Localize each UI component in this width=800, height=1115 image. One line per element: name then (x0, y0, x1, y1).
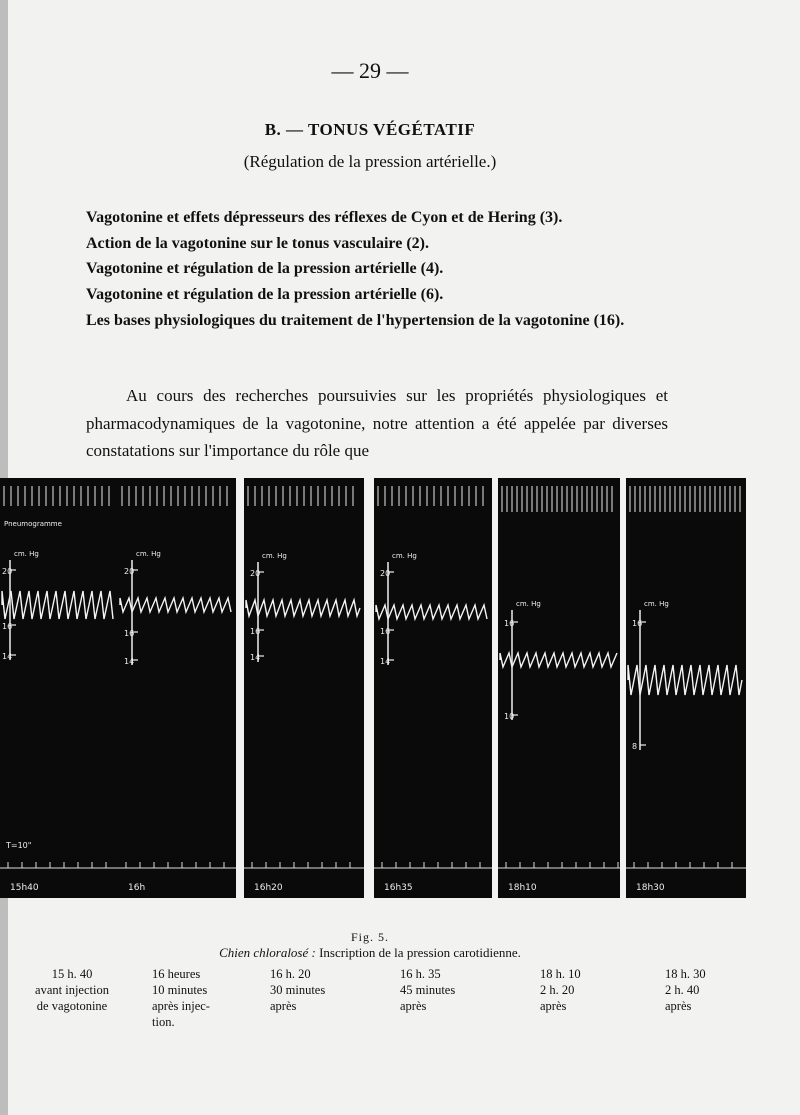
time-marker-trace (498, 862, 620, 868)
pneumogram-label: Pneumogramme (4, 520, 62, 528)
panel-time-label: 16h35 (384, 883, 413, 893)
scale-label: 14 (250, 653, 261, 662)
scale-label: 8 (632, 742, 638, 751)
time-marker-trace (118, 862, 236, 868)
timepoint-line: de vagotonine (36, 999, 108, 1013)
scale-label: 20 (250, 569, 261, 578)
timepoint-line: 2 h. 20 (540, 983, 575, 997)
respiration-trace (248, 486, 353, 506)
time-marker-trace (626, 862, 746, 868)
timepoint-line: avant injection (35, 983, 109, 997)
unit-label: cm. Hg (392, 552, 417, 560)
panel-time-label: 18h10 (508, 883, 537, 893)
unit-label: cm. Hg (136, 550, 161, 558)
figure-caption (0, 945, 740, 961)
scale-label: 14 (380, 657, 391, 666)
pressure-trace (246, 600, 360, 616)
time-interval-label: T=10" (6, 841, 32, 850)
kymograph-trace (0, 478, 118, 898)
section-title: B. — TONUS VÉGÉTATIF (264, 120, 476, 139)
timepoint-column-4 (400, 966, 455, 1014)
time-marker-trace (0, 862, 118, 868)
timepoint-line: 45 minutes (400, 983, 456, 997)
unit-label: cm. Hg (516, 600, 541, 608)
pressure-trace (2, 591, 113, 619)
unit-label: cm. Hg (14, 550, 39, 558)
timepoint-line: 18 h. 30 (665, 967, 706, 981)
unit-label: cm. Hg (644, 600, 669, 608)
figure-panel-5 (498, 478, 620, 898)
timepoint-line: tion. (152, 1015, 175, 1029)
kymograph-trace (118, 478, 236, 898)
scale-label: 10 (504, 712, 515, 721)
timepoint-column-5 (540, 966, 581, 1014)
timepoint-line: 2 h. 40 (665, 983, 700, 997)
timepoint-line: après (540, 999, 567, 1013)
figure-caption-italic: Chien chloralosé : (219, 945, 316, 960)
reference-item: Action de la vagotonine sur le tonus vasculaire (2). (86, 234, 429, 252)
timepoint-line: 16 h. 20 (270, 967, 311, 981)
panel-time-label: 15h40 (10, 883, 39, 893)
panel-time-label: 18h30 (636, 883, 665, 893)
panel-time-label: 16h20 (254, 883, 283, 893)
reference-item: Les bases physiologiques du traitement de l'hypertension de la vagotonine (16). (86, 311, 625, 329)
timepoint-column-3 (270, 966, 325, 1014)
page-number: — 29 — (331, 58, 409, 83)
figure-panel-1 (0, 478, 118, 898)
figure-panel-2 (118, 478, 236, 898)
pressure-trace (376, 605, 487, 619)
respiration-trace (4, 486, 109, 506)
scale-label: 16 (124, 629, 135, 638)
reference-list (86, 205, 676, 334)
scale-label: 14 (124, 657, 135, 666)
figure-panel-6 (626, 478, 746, 898)
scale-label: 20 (2, 567, 13, 576)
body-paragraph (86, 382, 668, 465)
timepoint-line: après (665, 999, 692, 1013)
respiration-trace (502, 486, 612, 512)
timepoint-line: 18 h. 10 (540, 967, 581, 981)
kymograph-trace (244, 478, 364, 898)
pressure-trace (628, 665, 742, 695)
timepoint-line: 15 h. 40 (51, 967, 93, 981)
paragraph-text: Au cours des recherches poursuivies sur les propriétés physiologiques et pharmacodynamiques de la vagotonine, notre attention a été appelée par diverses constatations sur l'importance du rôle que (86, 386, 668, 460)
figure-caption-text: Inscription de la pression carotidienne. (315, 945, 521, 960)
pressure-trace (500, 653, 617, 667)
reference-item: Vagotonine et régulation de la pression artérielle (4). (86, 260, 444, 278)
timepoint-line: 30 minutes (270, 983, 326, 997)
timepoint-column-2 (152, 966, 210, 1030)
respiration-trace (630, 486, 740, 512)
timepoint-column-6 (665, 966, 706, 1014)
timepoint-line: 10 minutes (152, 983, 208, 997)
figure-panel-4 (374, 478, 492, 898)
unit-label: cm. Hg (262, 552, 287, 560)
figure-panel-3 (244, 478, 364, 898)
time-marker-trace (244, 862, 364, 868)
scale-label: 16 (504, 619, 515, 628)
section-subtitle: (Régulation de la pression artérielle.) (243, 152, 497, 171)
kymograph-trace (374, 478, 492, 898)
scale-label: 16 (380, 627, 391, 636)
time-marker-trace (374, 862, 492, 868)
figure-label: Fig. 5. (350, 930, 389, 944)
timepoint-line: après injec- (152, 999, 210, 1013)
kymograph-trace (626, 478, 746, 898)
respiration-trace (122, 486, 227, 506)
timepoint-line: après (400, 999, 427, 1013)
timepoint-line: 16 h. 35 (400, 967, 441, 981)
scale-label: 20 (124, 567, 135, 576)
timepoint-line: 16 heures (152, 967, 201, 981)
pressure-trace (120, 598, 231, 612)
timepoint-column-1 (22, 966, 122, 1014)
panel-time-label: 16h (128, 883, 146, 893)
scale-label: 16 (2, 622, 13, 631)
reference-item: Vagotonine et régulation de la pression artérielle (6). (86, 286, 444, 304)
scale-label: 20 (380, 569, 391, 578)
reference-item: Vagotonine et effets dépresseurs des réflexes de Cyon et de Hering (3). (86, 209, 563, 226)
scale-label: 14 (2, 652, 13, 661)
scale-label: 16 (250, 627, 261, 636)
kymograph-trace (498, 478, 620, 898)
scale-label: 16 (632, 619, 643, 628)
timepoint-line: après (270, 999, 297, 1013)
respiration-trace (378, 486, 483, 506)
